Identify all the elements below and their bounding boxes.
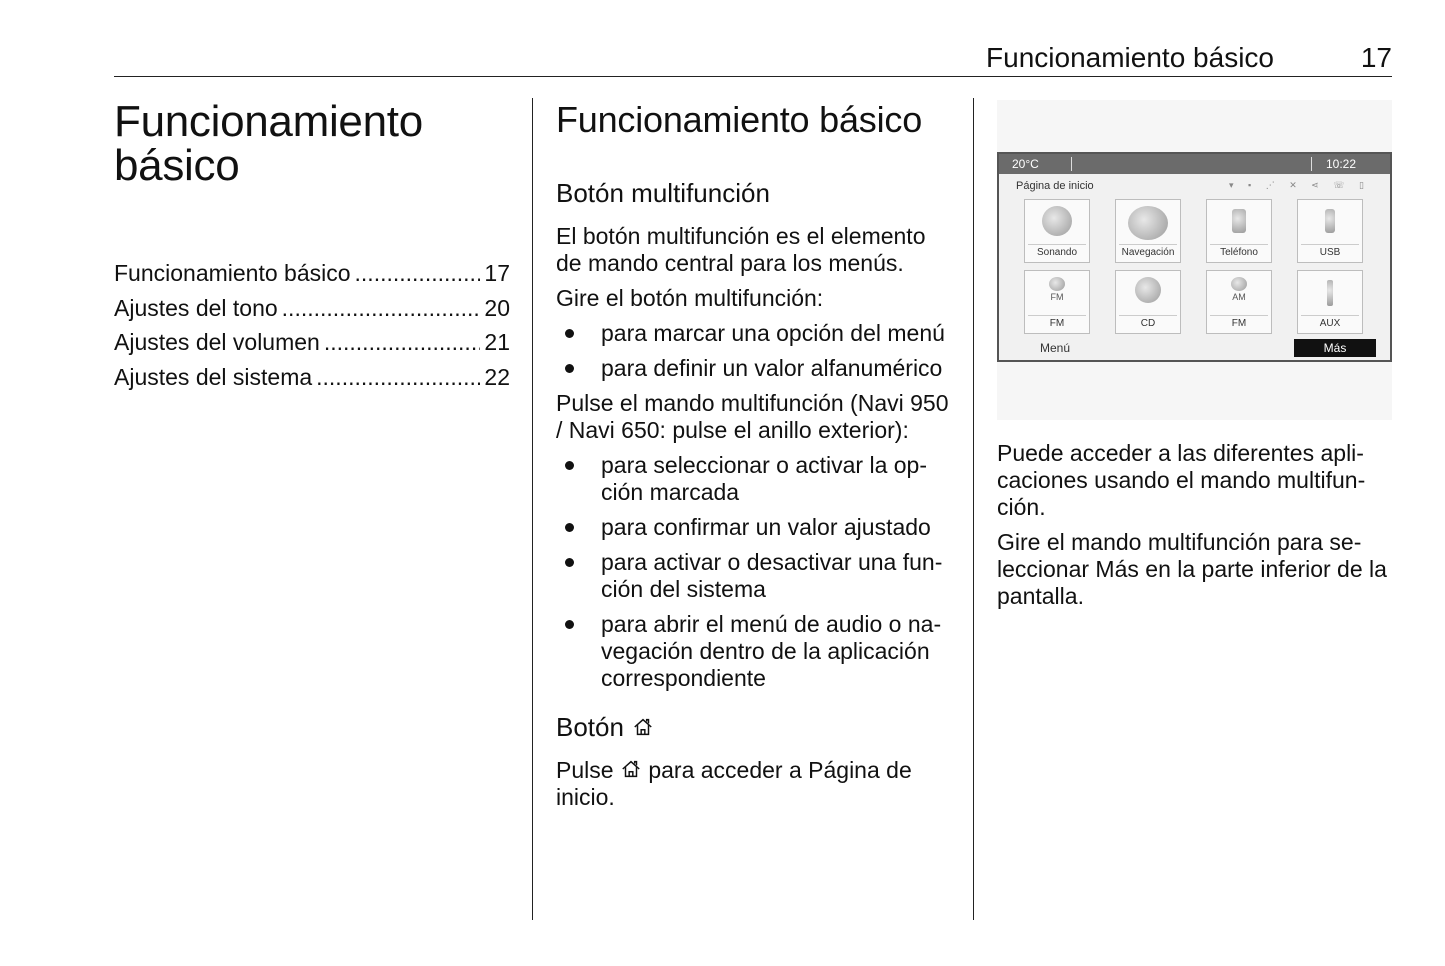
glyph-text: AM	[1232, 292, 1246, 302]
subsection-title-text: Botón	[556, 712, 624, 742]
infotainment-screen	[997, 152, 1392, 362]
chapter-column	[114, 97, 510, 394]
bullet-list	[556, 452, 956, 692]
toc-leader-dots	[355, 256, 481, 291]
section-title: Funcionamiento básico	[556, 99, 923, 140]
app-tile-label: FM	[1210, 315, 1268, 331]
app-tile-sonando[interactable]	[1024, 199, 1090, 263]
usb-icon	[1325, 209, 1335, 233]
cd-icon	[1135, 277, 1161, 303]
toc-entry-page: 17	[484, 260, 510, 286]
app-tile-label: Teléfono	[1210, 244, 1268, 260]
toc-entry-label: Ajustes del volumen	[114, 329, 320, 355]
figure-column	[997, 100, 1392, 610]
screen-figure	[997, 100, 1392, 420]
glyph-text: FM	[1050, 292, 1064, 302]
app-tile-grid	[1024, 199, 1364, 334]
list-item: para definir un valor alfanumérico	[556, 355, 956, 382]
app-tile-am[interactable]	[1206, 270, 1272, 334]
home-icon	[620, 758, 642, 780]
list-item: para abrir el menú de audio o navegación dentro de la aplicación correspondiente	[556, 611, 956, 692]
status-separator	[1071, 157, 1072, 171]
paragraph	[556, 757, 956, 811]
toc-entry-page: 22	[484, 363, 510, 390]
app-tile-navegacion[interactable]	[1115, 199, 1181, 263]
toc-leader-dots	[316, 360, 480, 395]
app-tile-label: CD	[1119, 315, 1177, 331]
paragraph: Puede acceder a las diferentes aplicaciones usando el mando multifunción.	[997, 440, 1366, 520]
aux-jack-icon	[1327, 280, 1333, 306]
app-tile-aux[interactable]	[1297, 270, 1363, 334]
toc-leader-dots	[282, 291, 481, 326]
paragraph: El botón multifunción es el elemento de mando central para los menús.	[556, 223, 926, 276]
app-tile-telefono[interactable]	[1206, 199, 1272, 263]
subsection-title: Botón multifunción	[556, 178, 770, 208]
antenna-icon	[1049, 277, 1065, 291]
toc-entry[interactable]	[114, 256, 510, 291]
paragraph-text: para acceder a Página de inicio.	[556, 757, 912, 810]
more-button[interactable]: Más	[1294, 339, 1376, 357]
phone-icon	[1232, 209, 1246, 233]
list-item: para confirmar un valor ajustado	[556, 514, 956, 541]
app-tile-label: Sonando	[1028, 244, 1086, 260]
home-icon	[632, 716, 654, 738]
toc-entry-page: 20	[484, 294, 510, 321]
chapter-title	[114, 97, 510, 190]
running-header-title: Funcionamiento básico	[986, 42, 1274, 73]
section-column	[556, 100, 956, 811]
table-of-contents	[114, 256, 510, 394]
toc-entry-label: Ajustes del tono	[114, 294, 278, 321]
menu-button[interactable]: Menú	[1040, 341, 1071, 355]
music-disc-icon	[1042, 206, 1072, 236]
screen-subtitle: Página de inicio	[1016, 180, 1094, 192]
antenna-icon	[1231, 277, 1247, 291]
list-item: para marcar una opción del menú	[556, 320, 956, 347]
chapter-title-line2: básico	[114, 141, 240, 190]
subsection-title	[556, 712, 956, 742]
paragraph: Gire el botón multifunción:	[556, 285, 824, 311]
app-tile-usb[interactable]	[1297, 199, 1363, 263]
app-tile-label: Navegación	[1119, 244, 1177, 260]
paragraph-text: Pulse	[556, 757, 614, 783]
page-number: 17	[1360, 42, 1392, 73]
toc-entry[interactable]	[114, 360, 510, 395]
toc-entry[interactable]	[114, 291, 510, 326]
app-tile-label: USB	[1301, 244, 1359, 260]
toc-entry-label: Funcionamiento básico	[114, 260, 351, 286]
screen-status-bar	[999, 154, 1390, 174]
app-tile-label: FM	[1028, 315, 1086, 331]
column-divider	[973, 98, 974, 920]
column-divider	[532, 98, 533, 920]
paragraph: Gire el mando multifunción para seleccionar Más en la parte inferior de la pantalla.	[997, 529, 1387, 609]
list-item: para seleccionar o activar la opción marcada	[556, 452, 956, 506]
toc-entry-label: Ajustes del sistema	[114, 363, 313, 390]
toc-entry[interactable]	[114, 325, 510, 360]
status-separator	[1311, 157, 1312, 171]
app-tile-cd[interactable]	[1115, 270, 1181, 334]
running-header	[114, 38, 1392, 77]
app-tile-label: AUX	[1301, 315, 1359, 331]
app-tile-fm[interactable]	[1024, 270, 1090, 334]
status-icons: ▾ ▪ ⋰ ✕ ⋖ ☏ ▯	[1229, 180, 1370, 190]
temperature-readout: 20°C	[1012, 157, 1039, 171]
screen-bottom-bar	[999, 338, 1390, 360]
clock-readout: 10:22	[1325, 157, 1356, 171]
chapter-title-line1: Funcionamiento	[114, 97, 423, 146]
paragraph: Pulse el mando multifunción (Navi 950 / Navi 650: pulse el anillo exterior):	[556, 390, 949, 443]
toc-entry-page: 21	[484, 329, 510, 355]
bullet-list	[556, 320, 956, 382]
globe-icon	[1128, 206, 1168, 240]
list-item: para activar o desactivar una función del sistema	[556, 549, 956, 603]
toc-leader-dots	[324, 325, 481, 360]
